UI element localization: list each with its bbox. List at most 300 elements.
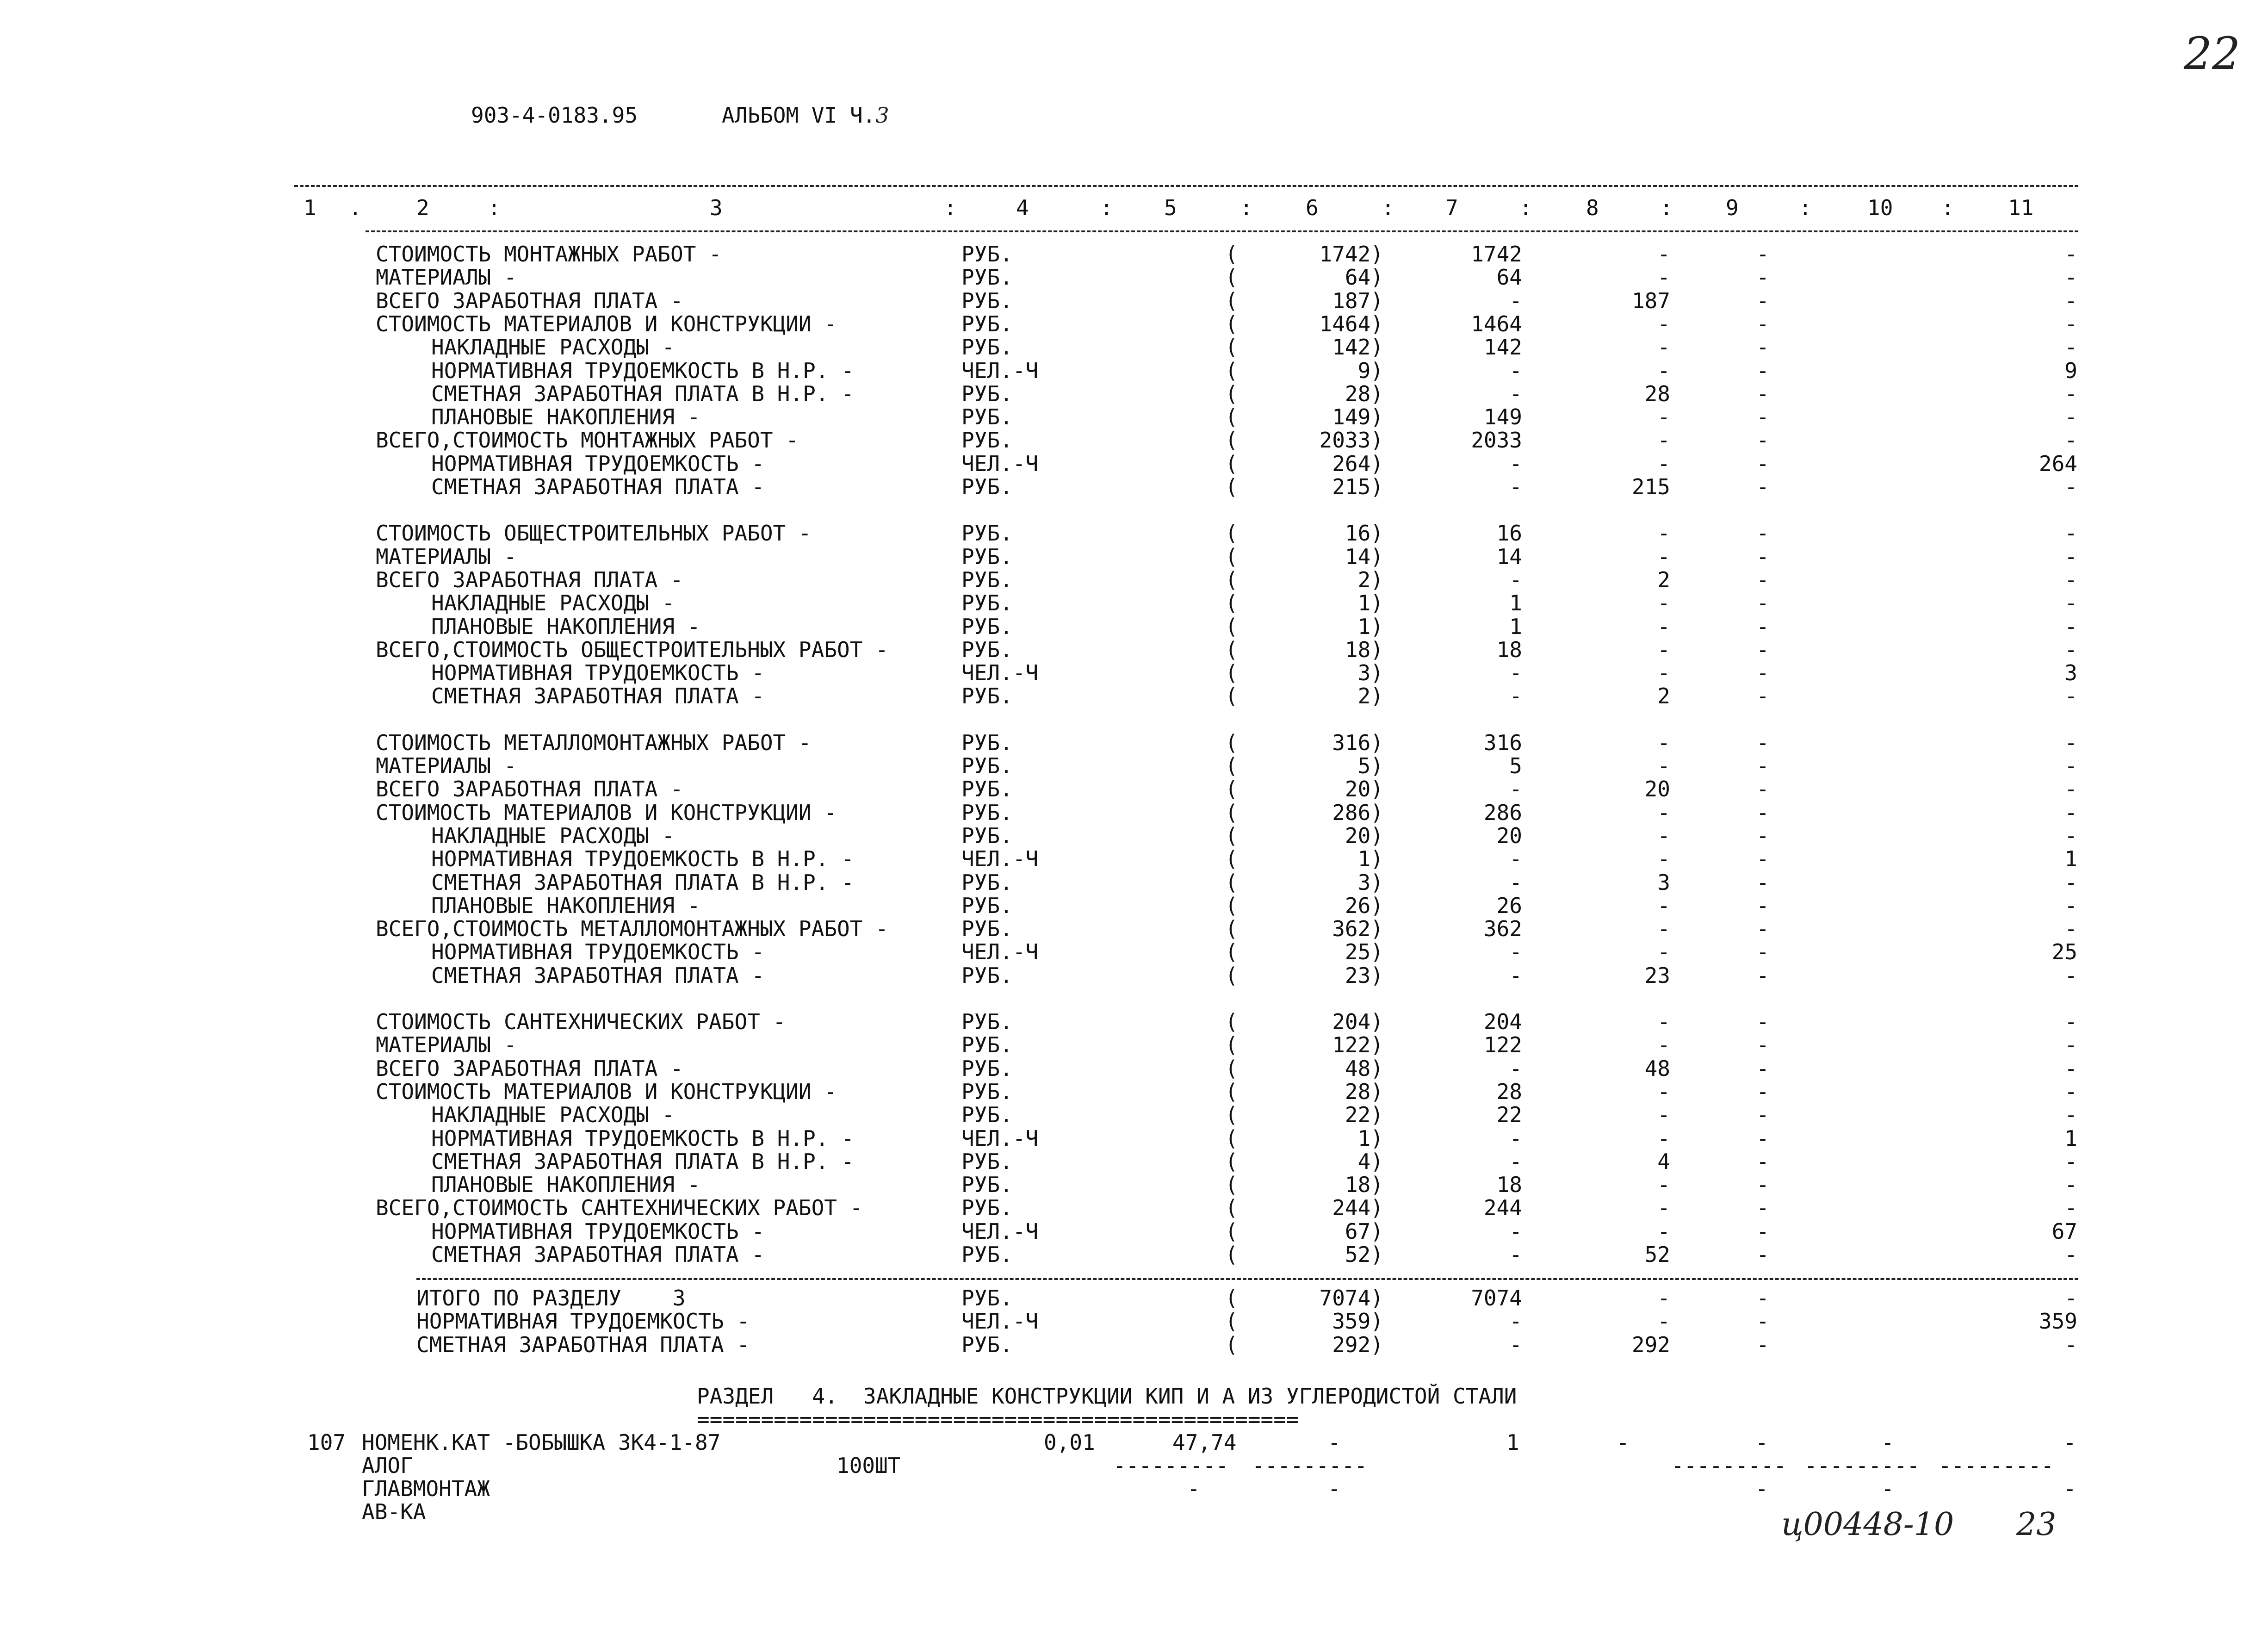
row-label: МАТЕРИАЛЫ - — [376, 544, 517, 569]
table-row — [0, 1196, 2268, 1219]
table-row — [0, 871, 2268, 894]
table-row — [0, 731, 2268, 754]
row-col8: - — [1657, 335, 1670, 360]
table-row — [0, 405, 2268, 429]
row-col7: 2033 — [1471, 428, 1522, 453]
row-label: СТОИМОСТЬ МОНТАЖНЫХ РАБОТ - — [376, 242, 722, 267]
row-col8: 28 — [1644, 381, 1670, 406]
col-sep: : — [1941, 195, 1954, 220]
col-sep: . — [349, 195, 362, 220]
row-col7: - — [1509, 846, 1522, 872]
row-col11: - — [2064, 567, 2077, 592]
row-col11: 3 — [2064, 660, 2077, 686]
row-label: НОРМАТИВНАЯ ТРУДОЕМКОСТЬ В Н.Р. - — [431, 846, 854, 872]
row-col9: - — [1756, 1172, 1769, 1198]
row-col11: - — [2064, 1149, 2077, 1174]
row-col11: - — [2064, 683, 2077, 709]
item-unit: 100ШТ — [837, 1453, 901, 1478]
row-label: СМЕТНАЯ ЗАРАБОТНАЯ ПЛАТА - — [431, 1242, 765, 1267]
row-paren: ( — [1225, 428, 1238, 453]
row-col6: 1742) — [1319, 242, 1383, 267]
row-col7: 20 — [1496, 823, 1522, 848]
row-unit: РУБ. — [961, 335, 1013, 360]
table-row — [0, 545, 2268, 568]
row-col7: 18 — [1496, 1172, 1522, 1198]
col-sep: : — [1519, 195, 1532, 220]
row-paren: ( — [1225, 451, 1238, 476]
row-label: СТОИМОСТЬ МЕТАЛЛОМОНТАЖНЫХ РАБОТ - — [376, 730, 812, 755]
row-col8: 20 — [1644, 777, 1670, 802]
table-row — [0, 615, 2268, 638]
row-unit: РУБ. — [961, 614, 1013, 639]
row-unit: РУБ. — [961, 1172, 1013, 1198]
total-unit: РУБ. — [961, 1332, 1013, 1357]
row-col8: - — [1657, 1102, 1670, 1128]
col-sep: : — [1382, 195, 1394, 220]
table-row — [0, 964, 2268, 987]
row-paren: ( — [1225, 265, 1238, 290]
row-col8: - — [1657, 590, 1670, 616]
row-col6: 20) — [1345, 823, 1383, 848]
table-row — [0, 475, 2268, 498]
row-col7: - — [1509, 1218, 1522, 1244]
row-col11: - — [2064, 963, 2077, 988]
table-row — [0, 754, 2268, 777]
item-line2: АЛОГ — [362, 1453, 413, 1478]
row-col6: 1) — [1357, 846, 1383, 872]
row-col8: - — [1657, 916, 1670, 942]
row-col7: 22 — [1496, 1102, 1522, 1128]
table-row — [0, 382, 2268, 405]
totals-rule — [416, 1278, 2078, 1280]
row-col7: 16 — [1496, 521, 1522, 546]
row-label: НОРМАТИВНАЯ ТРУДОЕМКОСТЬ В Н.Р. - — [431, 1125, 854, 1151]
row-col11: 1 — [2064, 846, 2077, 872]
row-col11: - — [2064, 311, 2077, 336]
row-unit: РУБ. — [961, 753, 1013, 778]
item-price: 47,74 — [1172, 1430, 1237, 1455]
row-paren: ( — [1225, 567, 1238, 592]
row-paren: ( — [1225, 1032, 1238, 1058]
table-top-rule — [294, 185, 2078, 187]
row-label: НОРМАТИВНАЯ ТРУДОЕМКОСТЬ - — [431, 451, 765, 476]
row-paren: ( — [1225, 474, 1238, 499]
row-paren: ( — [1225, 1286, 1238, 1311]
row-col8: - — [1657, 451, 1670, 476]
row-label: ВСЕГО ЗАРАБОТНАЯ ПЛАТА - — [376, 288, 683, 313]
row-col9: - — [1756, 521, 1769, 546]
row-paren: ( — [1225, 823, 1238, 848]
row-unit: ЧЕЛ.-Ч — [961, 1125, 1039, 1151]
row-col7: 204 — [1483, 1009, 1522, 1034]
row-col7: - — [1509, 451, 1522, 476]
item-line4: АВ-КА — [362, 1499, 426, 1524]
table-row — [0, 777, 2268, 801]
row-col6: 3) — [1357, 870, 1383, 895]
row-col9: - — [1756, 1079, 1769, 1104]
row-col7: 18 — [1496, 637, 1522, 662]
footer-page-number: 23 — [2016, 1506, 2057, 1543]
row-col8: - — [1657, 544, 1670, 569]
row-col11: 264 — [2039, 451, 2077, 476]
row-label: ПЛАНОВЫЕ НАКОПЛЕНИЯ - — [431, 1172, 700, 1198]
row-unit: ЧЕЛ.-Ч — [961, 939, 1039, 965]
row-label: СМЕТНАЯ ЗАРАБОТНАЯ ПЛАТА В Н.Р. - — [431, 381, 854, 406]
row-label: НАКЛАДНЫЕ РАСХОДЫ - — [431, 335, 675, 360]
total-label: СМЕТНАЯ ЗАРАБОТНАЯ ПЛАТА - — [416, 1332, 750, 1357]
row-col11: - — [2064, 1172, 2077, 1198]
item-dashes-a: --------- — [1113, 1453, 1229, 1478]
row-label: СМЕТНАЯ ЗАРАБОТНАЯ ПЛАТА - — [431, 963, 765, 988]
row-col11: - — [2064, 916, 2077, 942]
row-paren: ( — [1225, 777, 1238, 802]
row-unit: РУБ. — [961, 916, 1013, 942]
row-paren: ( — [1225, 381, 1238, 406]
album-label — [722, 103, 889, 128]
row-paren: ( — [1225, 335, 1238, 360]
row-paren: ( — [1225, 916, 1238, 942]
row-col11: - — [2064, 823, 2077, 848]
item-line3: ГЛАВМОНТАЖ — [362, 1476, 490, 1501]
item-qty: 0,01 — [1044, 1430, 1095, 1455]
table-row — [0, 312, 2268, 335]
row-unit: РУБ. — [961, 870, 1013, 895]
row-col7: 1 — [1509, 590, 1522, 616]
row-label: НОРМАТИВНАЯ ТРУДОЕМКОСТЬ - — [431, 939, 765, 965]
row-paren: ( — [1225, 358, 1238, 383]
row-col6: 48) — [1345, 1056, 1383, 1081]
total-col6: 292) — [1332, 1332, 1383, 1357]
table-row — [0, 429, 2268, 452]
row-col8: 2 — [1657, 683, 1670, 709]
table-row — [0, 894, 2268, 917]
row-col6: 215) — [1332, 474, 1383, 499]
item-c7: 1 — [1506, 1430, 1519, 1455]
row-paren: ( — [1225, 1125, 1238, 1151]
col-head-5: 5 — [1164, 195, 1177, 220]
row-col7: - — [1509, 474, 1522, 499]
row-col9: - — [1756, 730, 1769, 755]
row-unit: РУБ. — [961, 311, 1013, 336]
section-4-underline: =============================================== — [697, 1407, 1299, 1432]
row-col8: - — [1657, 939, 1670, 965]
col-sep: : — [1240, 195, 1253, 220]
row-unit: ЧЕЛ.-Ч — [961, 660, 1039, 686]
table-row — [0, 242, 2268, 266]
row-label: НОРМАТИВНАЯ ТРУДОЕМКОСТЬ В Н.Р. - — [431, 358, 854, 383]
row-col11: - — [2064, 1056, 2077, 1081]
row-col8: - — [1657, 428, 1670, 453]
row-col11: - — [2064, 521, 2077, 546]
row-col8: 23 — [1644, 963, 1670, 988]
row-unit: РУБ. — [961, 1056, 1013, 1081]
page-number: 22 — [2184, 28, 2241, 80]
row-label: СТОИМОСТЬ МАТЕРИАЛОВ И КОНСТРУКЦИИ - — [376, 800, 837, 825]
row-unit: РУБ. — [961, 893, 1013, 918]
row-col11: - — [2064, 590, 2077, 616]
row-col6: 149) — [1332, 404, 1383, 430]
row-col8: 2 — [1657, 567, 1670, 592]
row-paren: ( — [1225, 1332, 1238, 1357]
row-col6: 28) — [1345, 1079, 1383, 1104]
row-col6: 1) — [1357, 1125, 1383, 1151]
row-unit: РУБ. — [961, 777, 1013, 802]
row-paren: ( — [1225, 521, 1238, 546]
album-part: 3 — [875, 103, 889, 128]
row-col9: - — [1756, 683, 1769, 709]
total-col6: 359) — [1332, 1309, 1383, 1334]
item-g10: - — [1881, 1476, 1894, 1501]
row-col6: 9) — [1357, 358, 1383, 383]
row-col11: - — [2064, 242, 2077, 267]
row-col6: 244) — [1332, 1195, 1383, 1221]
item-c10: - — [1881, 1430, 1894, 1455]
row-col11: - — [2064, 544, 2077, 569]
row-col11: - — [2064, 753, 2077, 778]
row-paren: ( — [1225, 1079, 1238, 1104]
item-number: 107 — [307, 1430, 346, 1455]
row-unit: ЧЕЛ.-Ч — [961, 1218, 1039, 1244]
row-col8: - — [1657, 823, 1670, 848]
row-col9: - — [1756, 1242, 1769, 1267]
row-col11: 25 — [2051, 939, 2077, 965]
total-col11: 359 — [2039, 1309, 2077, 1334]
row-col6: 362) — [1332, 916, 1383, 942]
row-label: ВСЕГО,СТОИМОСТЬ МЕТАЛЛОМОНТАЖНЫХ РАБОТ - — [376, 916, 888, 942]
row-col8: - — [1657, 800, 1670, 825]
row-col9: - — [1756, 1032, 1769, 1058]
row-unit: РУБ. — [961, 404, 1013, 430]
row-col8: - — [1657, 730, 1670, 755]
row-col9: - — [1756, 428, 1769, 453]
row-col11: - — [2064, 614, 2077, 639]
row-col9: - — [1756, 1218, 1769, 1244]
row-label: СТОИМОСТЬ САНТЕХНИЧЕСКИХ РАБОТ - — [376, 1009, 786, 1034]
footer-code: ц00448-10 — [1781, 1506, 1954, 1543]
table-row — [0, 452, 2268, 475]
row-paren: ( — [1225, 544, 1238, 569]
table-row — [0, 1127, 2268, 1150]
item-c8: - — [1617, 1430, 1630, 1455]
row-col11: - — [2064, 265, 2077, 290]
row-col9: - — [1756, 381, 1769, 406]
row-col9: - — [1756, 846, 1769, 872]
row-col7: - — [1509, 358, 1522, 383]
row-col9: - — [1756, 637, 1769, 662]
row-col6: 2033) — [1319, 428, 1383, 453]
section-4-title: РАЗДЕЛ 4. ЗАКЛАДНЫЕ КОНСТРУКЦИИ КИП И А ИЗ УГЛЕРОДИСТОЙ СТАЛИ — [697, 1384, 1517, 1409]
row-col6: 64) — [1345, 265, 1383, 290]
table-row — [0, 1103, 2268, 1126]
row-label: ВСЕГО ЗАРАБОТНАЯ ПЛАТА - — [376, 567, 683, 592]
row-paren: ( — [1225, 800, 1238, 825]
total-label: ИТОГО ПО РАЗДЕЛУ 3 — [416, 1286, 686, 1311]
table-row — [0, 824, 2268, 847]
row-col11: - — [2064, 1032, 2077, 1058]
row-col7: 142 — [1483, 335, 1522, 360]
row-col7: 122 — [1483, 1032, 1522, 1058]
row-col9: - — [1756, 939, 1769, 965]
table-header-rule — [366, 230, 2078, 232]
table-row — [0, 940, 2268, 963]
table-row — [0, 684, 2268, 708]
table-row — [0, 917, 2268, 940]
row-col11: - — [2064, 777, 2077, 802]
col-head-7: 7 — [1445, 195, 1458, 220]
row-col7: - — [1509, 777, 1522, 802]
row-unit: РУБ. — [961, 800, 1013, 825]
row-label: НАКЛАДНЫЕ РАСХОДЫ - — [431, 823, 675, 848]
row-col6: 264) — [1332, 451, 1383, 476]
row-col9: - — [1756, 474, 1769, 499]
row-paren: ( — [1225, 963, 1238, 988]
row-col9: - — [1756, 1125, 1769, 1151]
row-col9: - — [1756, 893, 1769, 918]
row-col11: 1 — [2064, 1125, 2077, 1151]
row-paren: ( — [1225, 1056, 1238, 1081]
total-label: НОРМАТИВНАЯ ТРУДОЕМКОСТЬ - — [416, 1309, 750, 1334]
row-unit: ЧЕЛ.-Ч — [961, 846, 1039, 872]
row-col6: 67) — [1345, 1218, 1383, 1244]
row-col8: - — [1657, 1195, 1670, 1221]
item-c6: - — [1328, 1430, 1341, 1455]
row-col7: 64 — [1496, 265, 1522, 290]
total-col11: - — [2064, 1286, 2077, 1311]
table-row — [0, 359, 2268, 382]
row-col9: - — [1756, 614, 1769, 639]
table-row — [0, 289, 2268, 312]
table-row — [0, 1243, 2268, 1266]
row-label: СТОИМОСТЬ МАТЕРИАЛОВ И КОНСТРУКЦИИ - — [376, 1079, 837, 1104]
row-col9: - — [1756, 1056, 1769, 1081]
row-paren: ( — [1225, 870, 1238, 895]
row-paren: ( — [1225, 846, 1238, 872]
row-col7: - — [1509, 567, 1522, 592]
row-col7: - — [1509, 683, 1522, 709]
row-col9: - — [1756, 567, 1769, 592]
row-label: СМЕТНАЯ ЗАРАБОТНАЯ ПЛАТА - — [431, 474, 765, 499]
row-paren: ( — [1225, 893, 1238, 918]
row-col6: 5) — [1357, 753, 1383, 778]
row-label: НАКЛАДНЫЕ РАСХОДЫ - — [431, 590, 675, 616]
table-row — [0, 661, 2268, 684]
row-col6: 187) — [1332, 288, 1383, 313]
row-paren: ( — [1225, 311, 1238, 336]
row-unit: ЧЕЛ.-Ч — [961, 358, 1039, 383]
row-unit: РУБ. — [961, 1102, 1013, 1128]
row-col9: - — [1756, 1195, 1769, 1221]
row-col9: - — [1756, 963, 1769, 988]
row-col6: 1) — [1357, 590, 1383, 616]
row-col6: 1) — [1357, 614, 1383, 639]
row-col8: - — [1657, 265, 1670, 290]
row-col8: - — [1657, 311, 1670, 336]
row-label: МАТЕРИАЛЫ - — [376, 1032, 517, 1058]
col-head-8: 8 — [1586, 195, 1599, 220]
row-label: ВСЕГО,СТОИМОСТЬ САНТЕХНИЧЕСКИХ РАБОТ - — [376, 1195, 863, 1221]
row-col9: - — [1756, 870, 1769, 895]
row-col9: - — [1756, 335, 1769, 360]
row-unit: РУБ. — [961, 1149, 1013, 1174]
row-label: ПЛАНОВЫЕ НАКОПЛЕНИЯ - — [431, 893, 700, 918]
total-col9: - — [1756, 1332, 1769, 1357]
row-col6: 23) — [1345, 963, 1383, 988]
row-paren: ( — [1225, 637, 1238, 662]
item-c11: - — [2064, 1430, 2076, 1455]
item-dashes-b: --------- — [1252, 1453, 1368, 1478]
row-col7: 5 — [1509, 753, 1522, 778]
table-row — [0, 1057, 2268, 1080]
total-col7: - — [1509, 1309, 1522, 1334]
row-col6: 28) — [1345, 381, 1383, 406]
row-col8: - — [1657, 1172, 1670, 1198]
row-col6: 52) — [1345, 1242, 1383, 1267]
total-row — [0, 1286, 2268, 1310]
row-paren: ( — [1225, 939, 1238, 965]
row-label: ПЛАНОВЫЕ НАКОПЛЕНИЯ - — [431, 404, 700, 430]
row-col6: 286) — [1332, 800, 1383, 825]
row-col11: - — [2064, 870, 2077, 895]
row-col7: 28 — [1496, 1079, 1522, 1104]
row-unit: РУБ. — [961, 683, 1013, 709]
item-c9: - — [1755, 1430, 1768, 1455]
row-unit: РУБ. — [961, 1079, 1013, 1104]
row-col11: - — [2064, 1242, 2077, 1267]
row-col9: - — [1756, 660, 1769, 686]
item-dashes-e: --------- — [1939, 1453, 2054, 1478]
row-col11: - — [2064, 893, 2077, 918]
row-col7: - — [1509, 939, 1522, 965]
row-col11: - — [2064, 381, 2077, 406]
row-label: ВСЕГО ЗАРАБОТНАЯ ПЛАТА - — [376, 777, 683, 802]
row-col9: - — [1756, 265, 1769, 290]
row-col6: 142) — [1332, 335, 1383, 360]
row-col8: - — [1657, 637, 1670, 662]
row-label: СМЕТНАЯ ЗАРАБОТНАЯ ПЛАТА - — [431, 683, 765, 709]
row-col7: - — [1509, 660, 1522, 686]
row-col6: 18) — [1345, 1172, 1383, 1198]
col-head-2: 2 — [416, 195, 429, 220]
row-col8: 187 — [1631, 288, 1670, 313]
row-col8: 3 — [1657, 870, 1670, 895]
total-col8: - — [1657, 1286, 1670, 1311]
row-unit: РУБ. — [961, 567, 1013, 592]
item-dashes-d: --------- — [1804, 1453, 1920, 1478]
row-label: НОРМАТИВНАЯ ТРУДОЕМКОСТЬ - — [431, 660, 765, 686]
row-col8: - — [1657, 753, 1670, 778]
col-sep: : — [944, 195, 957, 220]
row-label: ВСЕГО,СТОИМОСТЬ ОБЩЕСТРОИТЕЛЬНЫХ РАБОТ - — [376, 637, 888, 662]
row-col9: - — [1756, 242, 1769, 267]
row-unit: РУБ. — [961, 381, 1013, 406]
total-col7: 7074 — [1471, 1286, 1522, 1311]
item-dashes-c: --------- — [1671, 1453, 1787, 1478]
row-col6: 2) — [1357, 567, 1383, 592]
row-col11: 67 — [2051, 1218, 2077, 1244]
row-col6: 18) — [1345, 637, 1383, 662]
row-unit: РУБ. — [961, 521, 1013, 546]
row-col9: - — [1756, 311, 1769, 336]
col-sep: : — [488, 195, 501, 220]
table-row — [0, 522, 2268, 545]
row-col9: - — [1756, 358, 1769, 383]
row-col8: 52 — [1644, 1242, 1670, 1267]
table-row — [0, 1033, 2268, 1056]
item-name: НОМЕНК.КАТ -БОБЫШКА ЗК4-1-87 — [362, 1430, 721, 1455]
row-col11: - — [2064, 335, 2077, 360]
row-paren: ( — [1225, 1102, 1238, 1128]
row-paren: ( — [1225, 1242, 1238, 1267]
